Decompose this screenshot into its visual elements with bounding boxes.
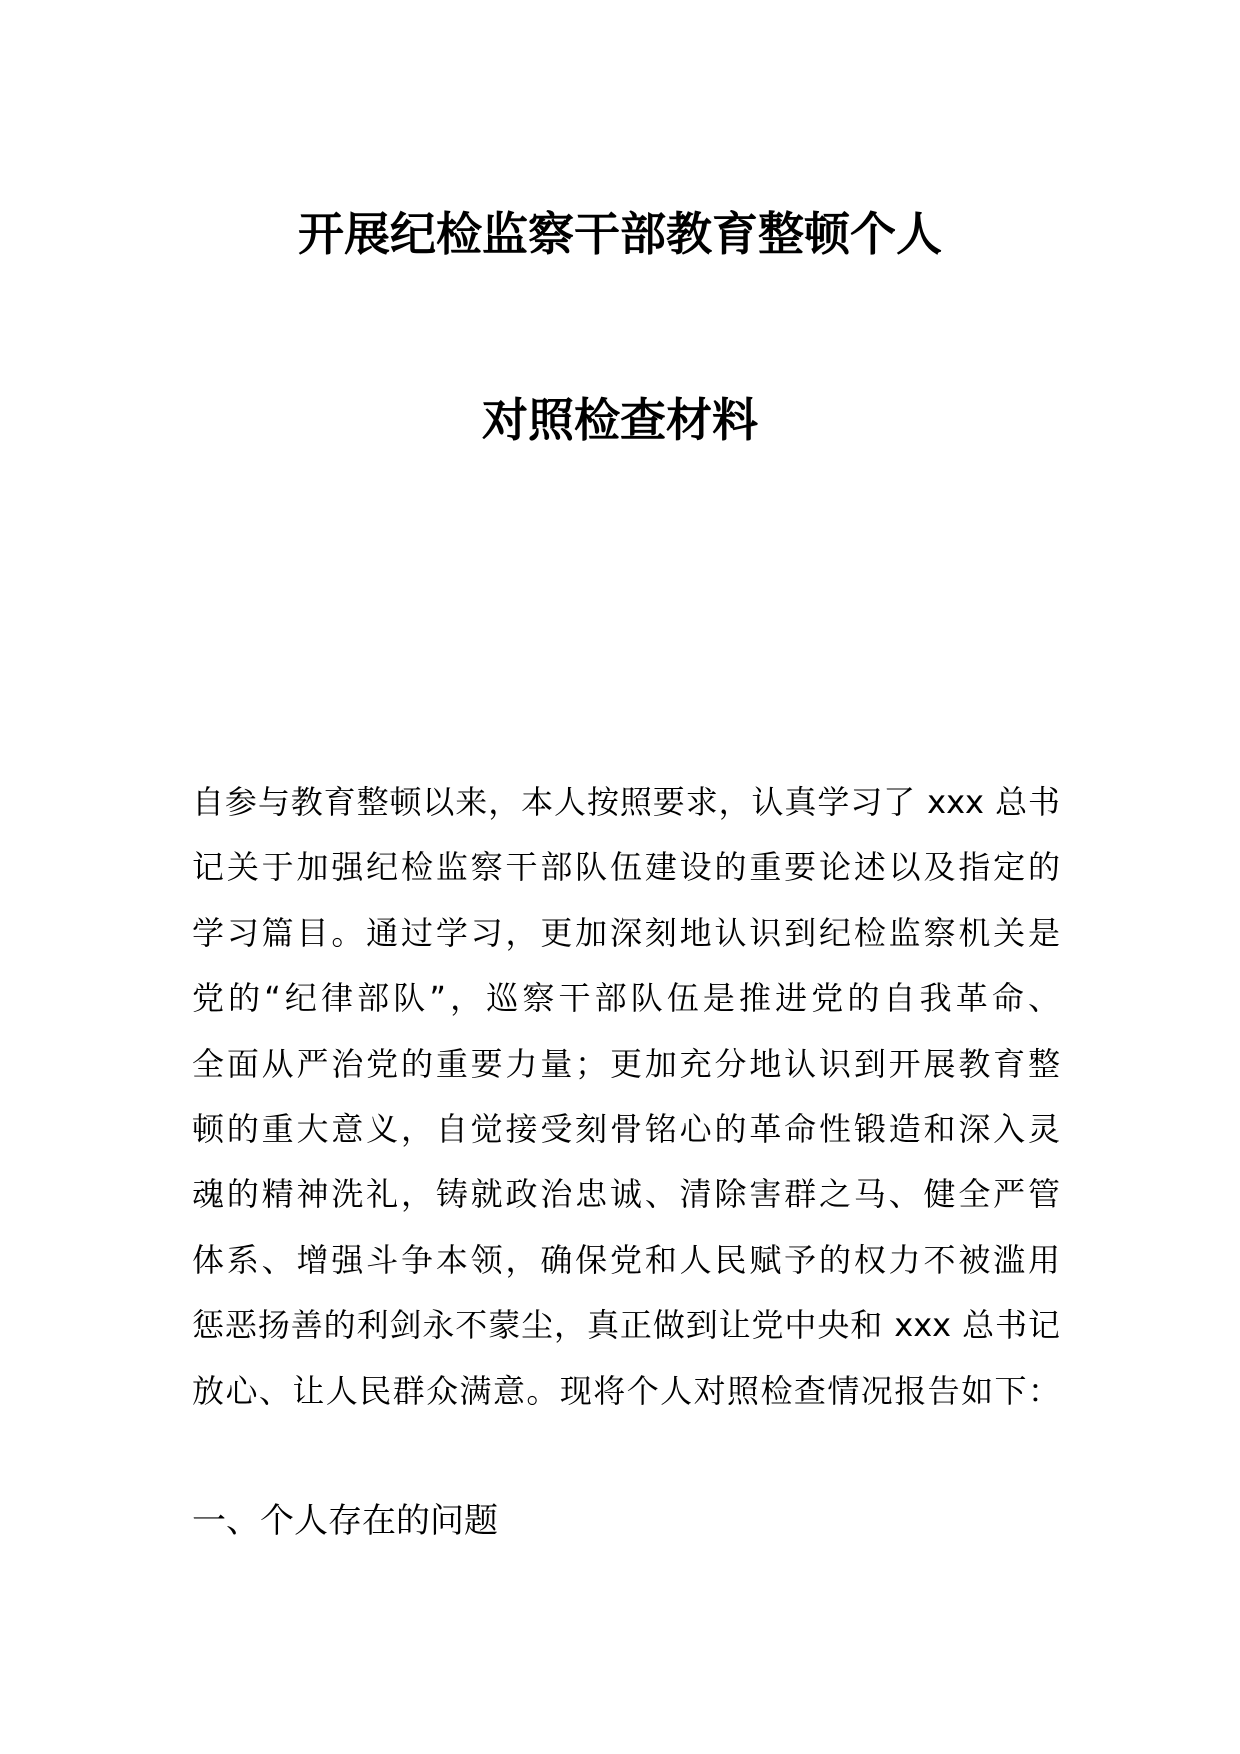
paragraph-line: 学习篇目。通过学习，更加深刻地认识到纪检监察机关是 bbox=[192, 913, 1060, 952]
paragraph-line: 魂的精神洗礼，铸就政治忠诚、清除害群之马、健全严管 bbox=[192, 1175, 1060, 1214]
paragraph-line: 记关于加强纪检监察干部队伍建设的重要论述以及指定的 bbox=[192, 848, 1060, 887]
paragraph-line: 顿的重大意义，自觉接受刻骨铭心的革命性锻造和深入灵 bbox=[192, 1110, 1060, 1149]
paragraph-line: 自参与教育整顿以来，本人按照要求，认真学习了 xxx 总书 bbox=[192, 783, 1060, 821]
paragraph-line: 惩恶扬善的利剑永不蒙尘，真正做到让党中央和 xxx 总书记 bbox=[192, 1306, 1060, 1345]
paragraph-line: 全面从严治党的重要力量；更加充分地认识到开展教育整 bbox=[192, 1044, 1060, 1083]
intro-paragraph bbox=[192, 770, 1060, 1424]
paragraph-line: 体系、增强斗争本领，确保党和人民赋予的权力不被滥用 bbox=[192, 1240, 1060, 1279]
document-title-line-2: 对照检查材料 bbox=[482, 393, 758, 447]
section-heading: 一、个人存在的问题 bbox=[192, 1501, 498, 1541]
paragraph-line: 放心、让人民群众满意。现将个人对照检查情况报告如下： bbox=[192, 1371, 1060, 1410]
document-title-line-1: 开展纪检监察干部教育整顿个人 bbox=[298, 207, 942, 261]
paragraph-line: 党的“纪律部队”，巡察干部队伍是推进党的自我革命、 bbox=[192, 979, 1060, 1018]
